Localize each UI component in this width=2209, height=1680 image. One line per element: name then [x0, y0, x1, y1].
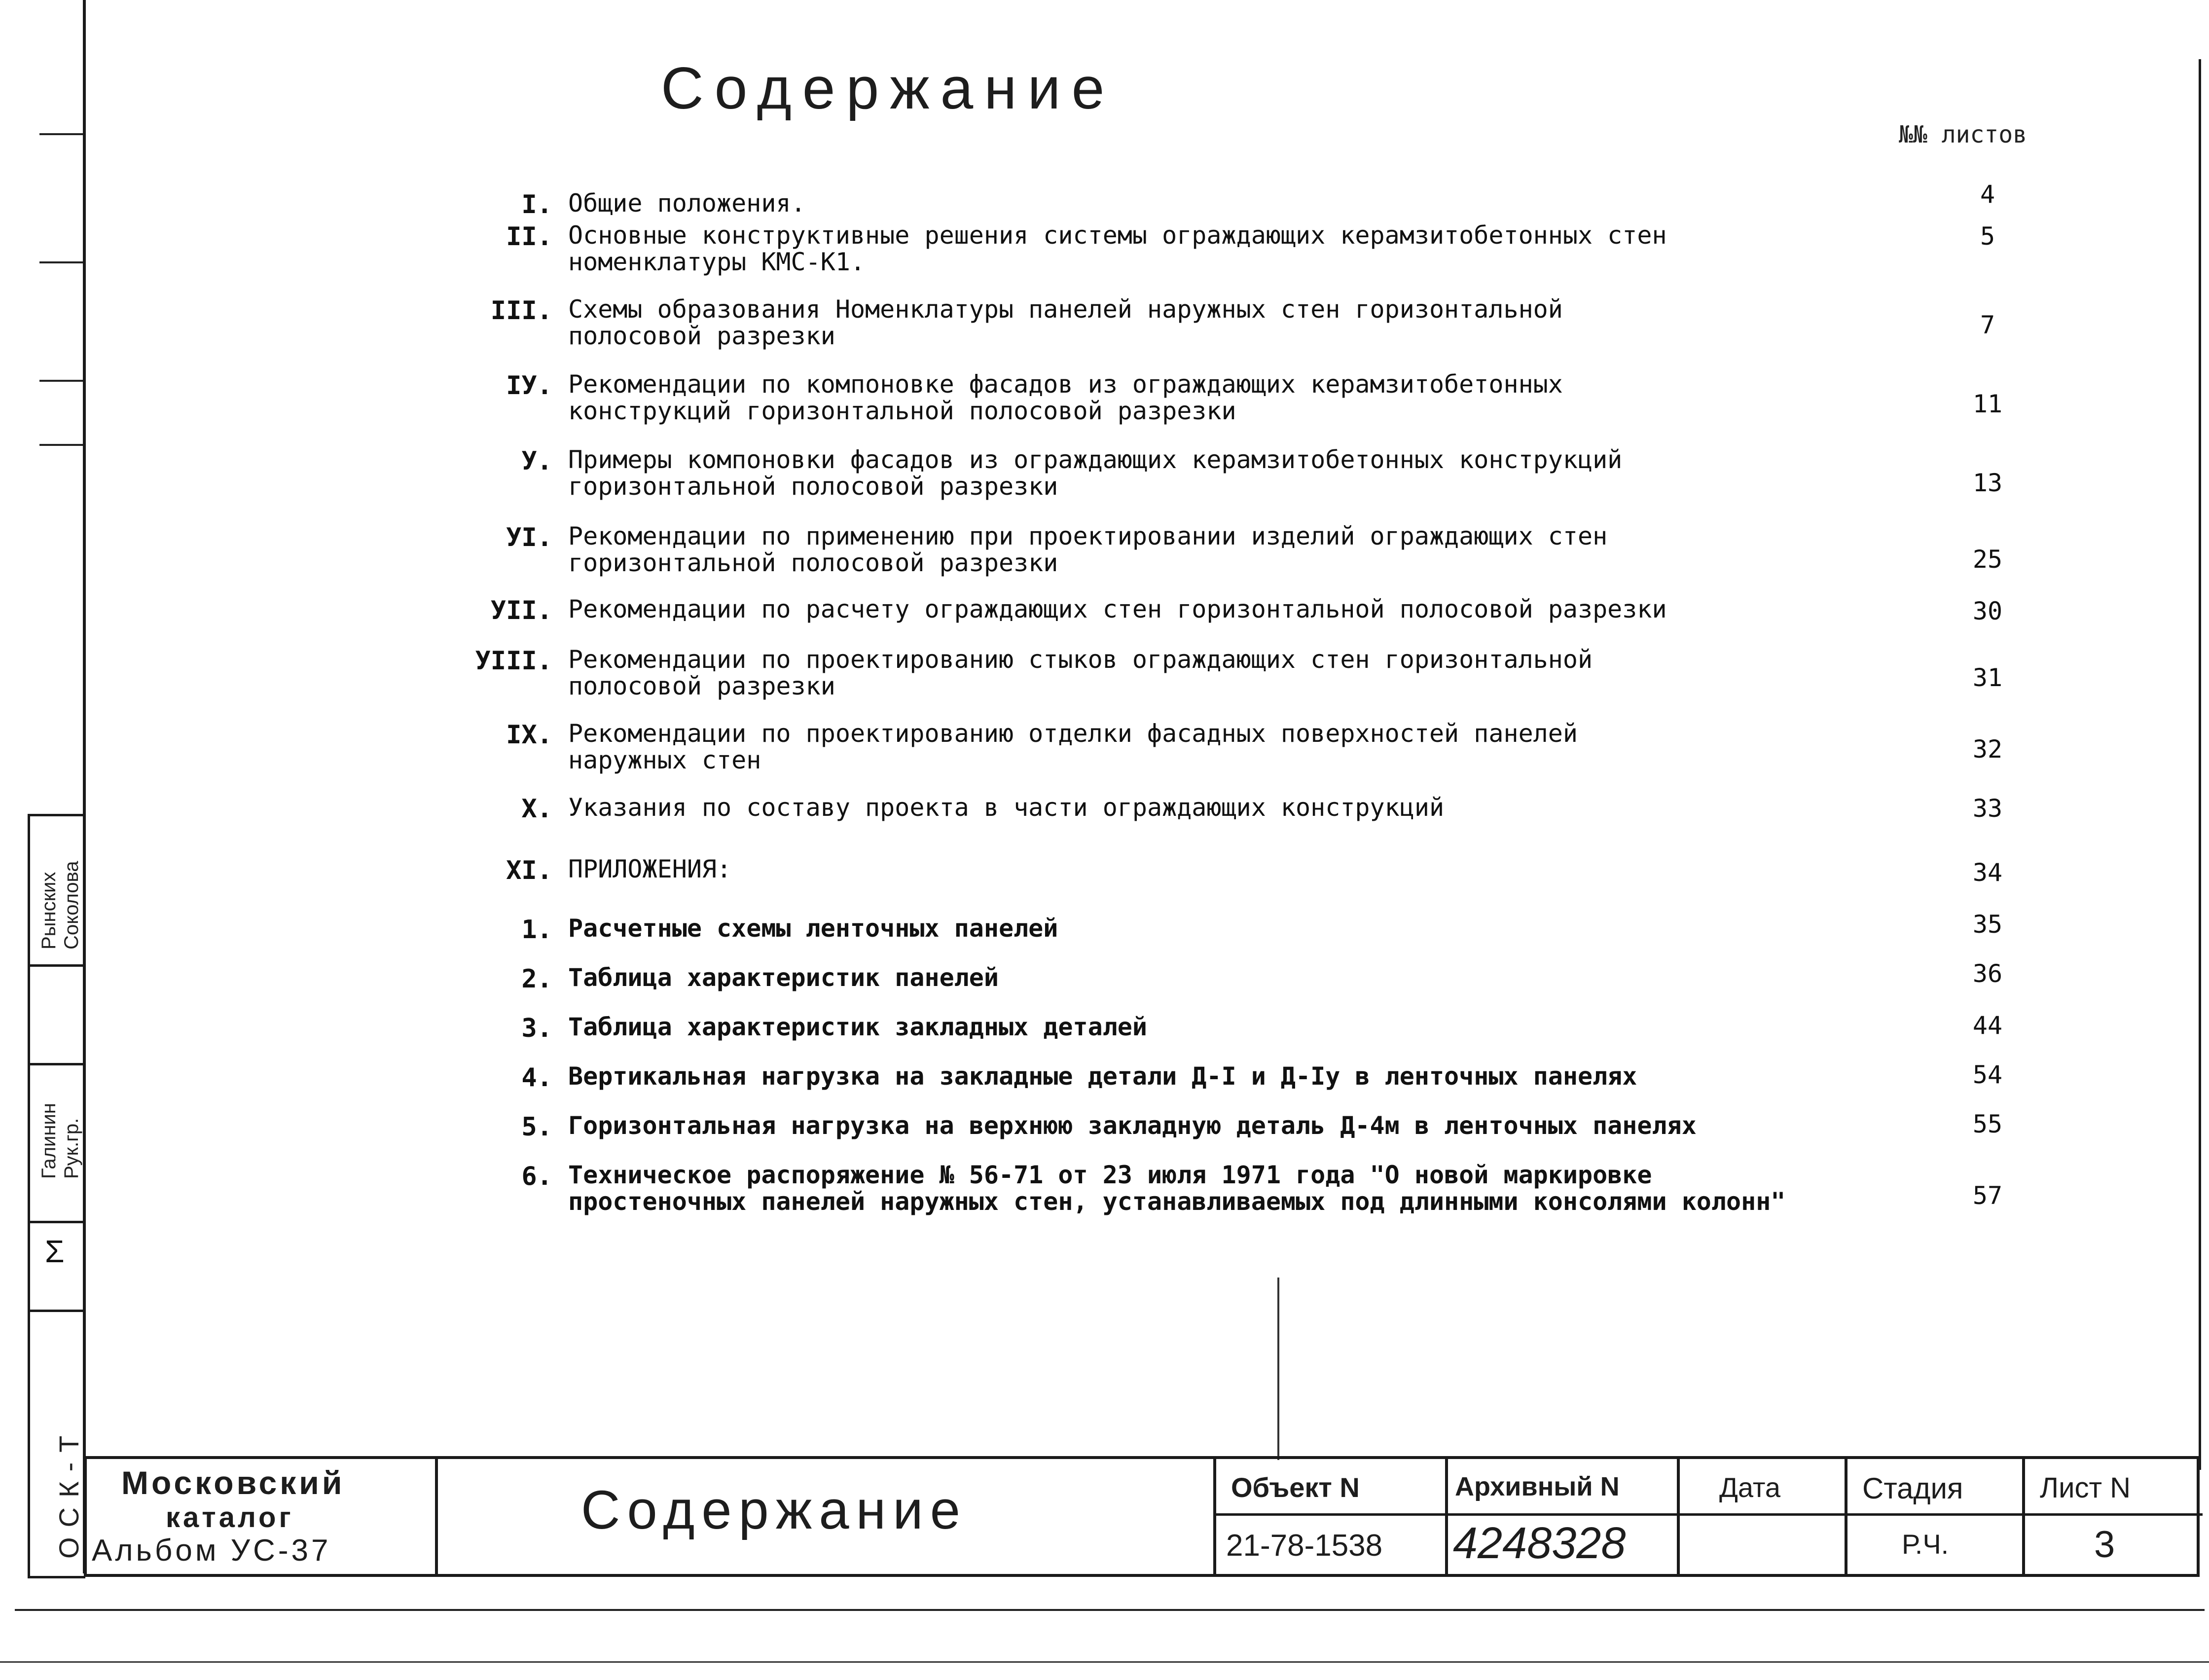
- toc-page-number: 31: [1972, 663, 2003, 692]
- toc-entry-line: конструкций горизонтальной полосовой разрезки: [568, 397, 1236, 425]
- toc-entry-text: [568, 371, 1875, 424]
- archive-cell: [1448, 1459, 1680, 1574]
- toc-number: XI.: [506, 856, 552, 885]
- stamp-cell-signature: [30, 964, 85, 1063]
- toc-entry-line: Рекомендации по применению при проектировании изделий ограждающих стен: [568, 522, 1608, 550]
- stage-label: Стадия: [1862, 1472, 1963, 1505]
- toc-entry-line: Примеры компоновки фасадов из ограждающих керамзитобетонных конструкций: [568, 445, 1623, 474]
- toc-entry-text: [568, 964, 1875, 991]
- margin-tick: [39, 133, 83, 135]
- toc-number: 6.: [521, 1162, 552, 1191]
- stamp-sigma: Σ: [45, 1234, 65, 1269]
- catalog-line-2: каталог: [166, 1501, 294, 1534]
- stage-value: Р.Ч.: [1902, 1529, 1949, 1560]
- toc-number: 1.: [521, 915, 552, 945]
- toc-page-number: 55: [1972, 1110, 2003, 1138]
- toc-entry-line: ПРИЛОЖЕНИЯ:: [568, 855, 732, 883]
- toc-entry-text: [568, 1014, 1875, 1040]
- toc-page-number: 5: [1980, 222, 1995, 251]
- toc-page-number: 7: [1980, 311, 1995, 339]
- toc-entry-text: [568, 1162, 1875, 1215]
- toc-entry-text: [568, 1063, 1875, 1090]
- toc-entry-text: [568, 296, 1875, 349]
- stamp-name-1: Рынских: [38, 872, 60, 950]
- toc-entry-line: горизонтальной полосовой разрезки: [568, 548, 1058, 577]
- toc-entry-text: [568, 523, 1875, 576]
- catalog-album: Альбом УС-37: [92, 1534, 331, 1568]
- stamp-cell: [30, 1221, 85, 1280]
- toc-number: 2.: [521, 964, 552, 994]
- toc-page-number: 13: [1972, 469, 2003, 497]
- toc-entry-line: Рекомендации по компоновке фасадов из ограждающих керамзитобетонных: [568, 370, 1563, 399]
- toc-entry-line: Схемы образования Номенклатуры панелей наружных стен горизонтальной: [568, 295, 1563, 324]
- toc-entry-line: Рекомендации по расчету ограждающих стен горизонтальной полосовой разрезки: [568, 595, 1667, 623]
- toc-number: X.: [521, 794, 552, 824]
- toc-entry-text: [568, 720, 1875, 773]
- sheets-column-header: №№ листов: [1899, 121, 2028, 148]
- stamp-name-3: Галинин: [38, 1103, 60, 1179]
- toc-number: III.: [490, 296, 552, 326]
- toc-entry-line: Рекомендации по проектированию отделки фасадных поверхностей панелей: [568, 719, 1578, 748]
- object-cell: [1216, 1459, 1448, 1574]
- object-label: Объект N: [1231, 1472, 1360, 1503]
- toc-page-number: 57: [1972, 1181, 2003, 1210]
- toc-entry-line: Таблица характеристик панелей: [568, 963, 999, 992]
- stamp-cell: [30, 816, 85, 964]
- toc-entry-line: Основные конструктивные решения системы ограждающих керамзитобетонных стен: [568, 221, 1667, 250]
- frame-bottom-border: [15, 1609, 2205, 1611]
- toc-entry-line: Расчетные схемы ленточных панелей: [568, 914, 1058, 943]
- toc-entry-line: наружных стен: [568, 746, 761, 774]
- toc-page-number: 30: [1972, 597, 2003, 625]
- toc-entry-line: Общие положения.: [568, 189, 806, 218]
- toc-entry-text: [568, 596, 1875, 622]
- margin-tick: [39, 444, 83, 446]
- toc-entry-line: Вертикальная нагрузка на закладные детали Д-I и Д-Iу в ленточных панелях: [568, 1062, 1637, 1091]
- title-block: [84, 1456, 2200, 1577]
- pen-mark: [1277, 1278, 1279, 1460]
- stage-cell: [1847, 1459, 2025, 1574]
- toc-page-number: 44: [1972, 1011, 2003, 1040]
- date-cell: [1680, 1459, 1847, 1574]
- toc-page-number: 35: [1972, 910, 2003, 939]
- toc-entry-line: полосовой разрезки: [568, 322, 835, 350]
- object-value: 21-78-1538: [1226, 1529, 1383, 1563]
- toc-entry-text: [568, 222, 1875, 275]
- toc-number: I.: [521, 190, 552, 219]
- toc-entry-line: Горизонтальная нагрузка на верхнюю закладную деталь Д-4м в ленточных панелях: [568, 1111, 1697, 1140]
- stamp-cell: [30, 1063, 85, 1186]
- toc-number: IX.: [506, 720, 552, 750]
- toc-number: II.: [506, 222, 552, 252]
- frame-right-border: [2199, 59, 2201, 1470]
- toc-entry-text: [568, 915, 1875, 942]
- toc-number: IУ.: [506, 371, 552, 401]
- page-title: Содержание: [661, 55, 1116, 121]
- toc-entry-line: Техническое распоряжение № 56-71 от 23 июля 1971 года "О новой маркировке: [568, 1161, 1652, 1189]
- stamp-cell: [30, 1310, 85, 1573]
- toc-entry-text: [568, 190, 1875, 217]
- stamp-code: ОСК-Т: [53, 1425, 84, 1559]
- toc-entry-line: полосовой разрезки: [568, 672, 835, 700]
- toc-entry-text: [568, 1112, 1875, 1139]
- sheet-number: 3: [2094, 1524, 2115, 1566]
- margin-tick: [39, 380, 83, 382]
- toc-entry-text: [568, 446, 1875, 500]
- trim-line: [0, 1661, 2209, 1663]
- toc-entry-text: [568, 794, 1875, 821]
- sheet-cell: [2025, 1459, 2197, 1574]
- toc-page-number: 34: [1972, 858, 2003, 887]
- toc-number: У.: [521, 446, 552, 476]
- toc-page-number: 32: [1972, 735, 2003, 764]
- toc-entry-line: простеночных панелей наружных стен, устанавливаемых под длинными консолями колонн": [568, 1187, 1786, 1216]
- catalog-line-1: Московский: [121, 1464, 345, 1501]
- toc-entry-line: Таблица характеристик закладных деталей: [568, 1013, 1147, 1041]
- toc-entry-line: Указания по составу проекта в части ограждающих конструкций: [568, 793, 1445, 822]
- toc-entry-line: горизонтальной полосовой разрезки: [568, 472, 1058, 501]
- toc-page-number: 33: [1972, 794, 2003, 823]
- toc-page-number: 25: [1972, 545, 2003, 574]
- archive-value: 4248328: [1453, 1519, 1626, 1568]
- toc-number: 4.: [521, 1063, 552, 1093]
- toc-page-number: 36: [1972, 959, 2003, 988]
- toc-number: 3.: [521, 1014, 552, 1043]
- toc-entry-text: [568, 646, 1875, 699]
- toc-number: УII.: [490, 596, 552, 625]
- stamp-name-2: Соколова: [61, 861, 82, 950]
- toc-page-number: 11: [1972, 390, 2003, 418]
- archive-label: Архивный N: [1455, 1472, 1620, 1501]
- toc-page-number: 4: [1980, 180, 1995, 209]
- toc-entry-line: номенклатуры КМС-К1.: [568, 248, 866, 276]
- toc-entry-line: Рекомендации по проектированию стыков ограждающих стен горизонтальной: [568, 645, 1593, 674]
- catalog-cell: [87, 1459, 438, 1574]
- toc-number: 5.: [521, 1112, 552, 1142]
- toc-entry-text: [568, 856, 1875, 882]
- drawing-name-cell: [438, 1459, 1216, 1574]
- sheet-label: Лист N: [2040, 1472, 2131, 1504]
- date-label: Дата: [1719, 1472, 1781, 1503]
- toc-number: УI.: [506, 523, 552, 552]
- margin-tick: [39, 261, 83, 263]
- left-stamp-column: [28, 814, 85, 1578]
- stamp-name-4: Рук.гр.: [61, 1118, 82, 1179]
- drawing-name: Содержание: [581, 1480, 967, 1540]
- toc-page-number: 54: [1972, 1060, 2003, 1089]
- toc-number: УIII.: [475, 646, 552, 676]
